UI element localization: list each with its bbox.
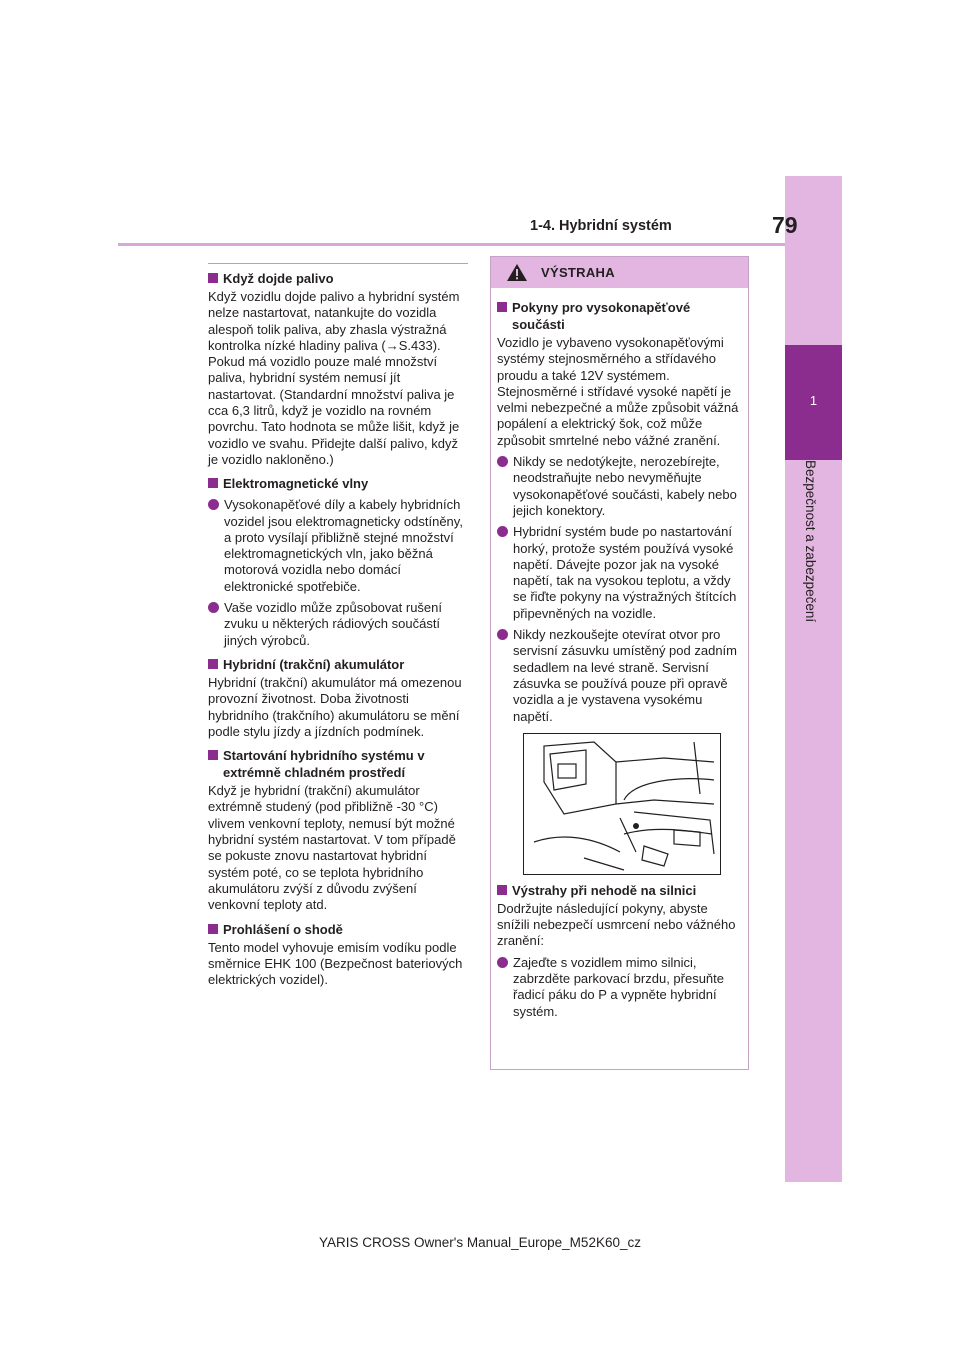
bullet-item-text: Zajeďte s vozidlem mimo silnici, zabrzděte parkovací brzdu, přesuňte řadicí páku do P a vypněte hybridní systém. — [513, 954, 725, 1019]
warning-header — [491, 257, 748, 288]
circle-bullet-icon — [497, 456, 508, 467]
left-column — [208, 263, 468, 992]
warning-box — [490, 256, 749, 1070]
bullet-item-text: Vysokonapěťové díly a kabely hybridních vozidel jsou elektromagneticky odstíněny, a proto vysílají přibližně stejné množství elektromagnetických vln, jako běžná motorová vozidla nebo domácí elektronické spotřebiče. — [224, 497, 463, 594]
paragraph-text: Když je hybridní (trakční) akumulátor extrémně studený (pod přibližně -30 °C) vlivem venkovní teploty, nemusí být možné hybridní systém nastartovat. V tom případě se pokuste znovu nastartovat hybridní systém poté, co se teplota hybridního akumulátoru zvýší z důvodu zvýšení venkovní teploty atd. — [208, 783, 456, 913]
section-heading — [208, 656, 468, 673]
section-heading — [497, 299, 740, 333]
warning-title: VÝSTRAHA — [541, 265, 615, 280]
bullet-item-text: Nikdy nezkoušejte otevírat otvor pro servisní zásuvku umístěný pod zadním sedadlem na levé straně. Servisní zásuvka se používá pouze při opravě vozidla a je vystavena vysokému napětí. — [513, 627, 737, 724]
section-heading — [208, 475, 468, 492]
page-number: 79 — [772, 212, 798, 238]
paragraph — [497, 335, 740, 449]
bullet-item-text: Vaše vozidlo může způsobovat rušení zvuku u některých rádiových součástí jiných výrobců. — [224, 600, 442, 648]
section-heading-text: Elektromagnetické vlny — [223, 476, 369, 492]
section-heading-text: Prohlášení o shodě — [223, 921, 343, 937]
rear-seat-service-plug-illustration — [524, 734, 720, 874]
bullet-item — [208, 600, 468, 649]
paragraph-text: Dodržujte následující pokyny, abyste snížili nebezpečí usmrcení nebo vážného zranění: — [497, 900, 736, 949]
paragraph-text: Vozidlo je vybaveno vysokonapěťovými systémy stejnosměrného a střídavého proudu a také 12V systémem. Stejnosměrné i střídavé vysoké napětí je velmi nebezpečné a může způsobit vážná popálení a elektrický šok, což může způsobit smrtelné nebo vážné zranění. — [497, 335, 739, 448]
bullet-item — [497, 627, 740, 725]
bullet-item — [497, 454, 740, 519]
paragraph-text: Tento model vyhovuje emisím vodíku podle směrnice EHK 100 (Bezpečnost bateriových elektrických vozidel). — [208, 939, 463, 988]
bullet-item-text: Hybridní systém bude po nastartování horký, protože systém používá vysoké napětí. Dávejte pozor jak na vysoké napětí, tak na vysokou teplotu, a vždy se řiďte pokyny na výstražných štítcích připevněných na vozidle. — [513, 524, 737, 621]
bullet-item — [497, 955, 740, 1020]
section-heading — [497, 882, 740, 899]
square-bullet-icon — [208, 659, 218, 669]
section-heading — [208, 270, 468, 287]
page-header-title: 1-4. Hybridní systém — [530, 218, 672, 234]
side-tab-label-text: Bezpečnost a zabezpečení — [803, 460, 818, 623]
service-plug-figure — [523, 733, 721, 875]
warning-content-top — [497, 299, 740, 725]
paragraph — [208, 940, 468, 989]
square-bullet-icon — [497, 302, 507, 312]
header-rule — [118, 243, 785, 246]
paragraph-text: Když vozidlu dojde palivo a hybridní systém nelze nastartovat, natankujte do vozidla alespoň tolik paliva, aby zhasla výstražná kontrolka nízké hladiny paliva (→S.433). Pokud má vozidlo pouze malé množství paliva, hybridní systém nemusí jít nastartovat. (Standardní množství paliva je cca 6,3 litrů, když je vozidlo na rovném povrchu. Tato hodnota se může lišit, když je vozidlo ve svahu. Přidejte další palivo, když je vozidlo nakloněno.) — [208, 289, 460, 467]
square-bullet-icon — [497, 885, 507, 895]
bullet-item-text: Nikdy se nedotýkejte, nerozebírejte, neodstraňujte nebo nevyměňujte vysokonapěťové součásti, kabely nebo jejich konektory. — [513, 454, 737, 518]
square-bullet-icon — [208, 750, 218, 760]
circle-bullet-icon — [497, 526, 508, 537]
section-heading — [208, 747, 468, 781]
circle-bullet-icon — [208, 602, 219, 613]
paragraph — [208, 289, 468, 468]
bullet-item — [208, 497, 468, 595]
paragraph-text: Hybridní (trakční) akumulátor má omezenou provozní životnost. Doba životnosti hybridního (trakčního) akumulátoru se mění podle stylu jízdy a jízdních podmínek. — [208, 674, 462, 739]
square-bullet-icon — [208, 273, 218, 283]
warning-content-bottom — [497, 882, 740, 1020]
bullet-item — [497, 524, 740, 622]
side-tab-number: 1 — [809, 393, 818, 408]
section-heading-text: Když dojde palivo — [223, 271, 334, 286]
warning-body — [491, 288, 748, 1020]
section-heading-text: Výstrahy při nehodě na silnici — [512, 882, 697, 898]
paragraph — [208, 783, 468, 913]
section-heading-text: Pokyny pro vysokonapěťové součásti — [512, 300, 691, 332]
section-heading-text: Startování hybridního systému v extrémně chladném prostředí — [223, 748, 425, 781]
side-tab-label — [802, 460, 822, 750]
circle-bullet-icon — [208, 499, 219, 510]
paragraph — [208, 675, 468, 740]
square-bullet-icon — [208, 924, 218, 934]
circle-bullet-icon — [497, 957, 508, 968]
section-heading — [208, 921, 468, 938]
warning-triangle-icon — [506, 263, 528, 282]
square-bullet-icon — [208, 478, 218, 488]
paragraph — [497, 901, 740, 950]
section-heading-text: Hybridní (trakční) akumulátor — [223, 656, 405, 672]
service-plug-location-marker — [633, 823, 639, 829]
footer-text: YARIS CROSS Owner's Manual_Europe_M52K60_cz — [319, 1235, 641, 1250]
circle-bullet-icon — [497, 629, 508, 640]
